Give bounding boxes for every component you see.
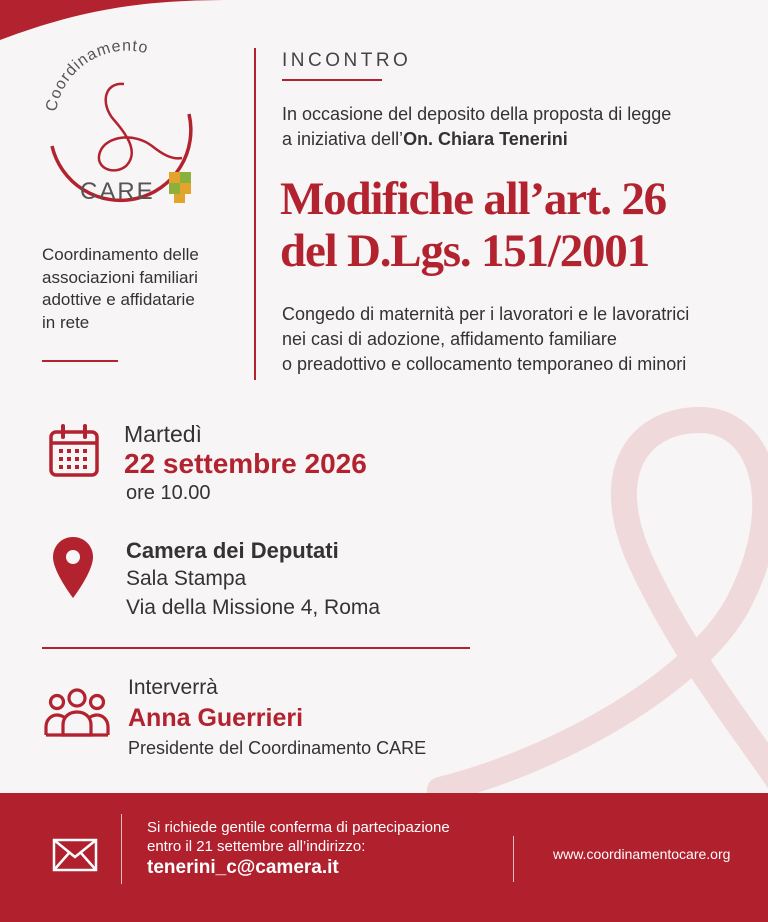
kicker: INCONTRO — [282, 50, 412, 71]
people-icon — [44, 688, 110, 738]
event-time: ore 10.00 — [126, 482, 211, 504]
title-line: del D.Lgs. 151/2001 — [280, 225, 649, 277]
intro-line: In occasione del deposito della proposta di legge — [282, 104, 672, 124]
page-title — [280, 173, 760, 277]
footer-divider — [121, 814, 122, 884]
kicker-underline — [282, 79, 382, 81]
event-date: 22 settembre 2026 — [124, 448, 367, 479]
rsvp-text — [147, 818, 507, 856]
subtitle-line: o preadottivo e collocamento temporaneo di minori — [282, 354, 687, 374]
rsvp-line: entro il 21 settembre all’indirizzo: — [147, 838, 366, 855]
logo-caption-line: adottive e affidatarie — [42, 290, 195, 309]
rsvp-line: Si richiede gentile conferma di partecipazione — [147, 819, 450, 836]
speaker-label: Interverrà — [128, 676, 218, 699]
speaker-name: Anna Guerrieri — [128, 704, 304, 732]
logo-caption-line: in rete — [42, 312, 90, 332]
logo-caption-line: Coordinamento delle — [42, 245, 199, 264]
mail-icon — [52, 838, 98, 872]
event-room: Sala Stampa — [126, 567, 247, 590]
logo-caption — [42, 244, 242, 334]
footer-divider — [513, 836, 514, 882]
intro-author: On. Chiara Tenerini — [403, 129, 568, 149]
website-link[interactable]: www.coordinamentocare.org — [553, 846, 731, 862]
svg-text:Coordinamento — [43, 38, 150, 113]
map-pin-icon — [52, 536, 94, 600]
coordinamento-care-logo — [34, 34, 209, 239]
intro-text — [282, 102, 752, 152]
subtitle — [282, 302, 762, 377]
event-day: Martedì — [124, 421, 202, 447]
rsvp-email-link[interactable]: tenerini_c@camera.it — [147, 857, 339, 878]
title-line: Modifiche all’art. 26 — [280, 173, 666, 225]
subtitle-line: Congedo di maternità per i lavoratori e le lavoratrici — [282, 304, 690, 324]
event-venue: Camera dei Deputati — [126, 538, 339, 563]
vertical-divider — [254, 48, 256, 380]
logo-word: CARE — [80, 178, 155, 205]
calendar-icon — [48, 424, 100, 478]
logo-arc-text: Coordinamento — [43, 37, 151, 114]
intro-line — [282, 127, 752, 152]
section-divider — [42, 647, 470, 649]
event-address: Via della Missione 4, Roma — [126, 596, 381, 619]
logo-divider — [42, 360, 118, 362]
logo-caption-line: associazioni familiari — [42, 267, 198, 287]
intro-prefix: a iniziativa dell’ — [282, 129, 404, 149]
speaker-role: Presidente del Coordinamento CARE — [128, 738, 427, 758]
subtitle-line: nei casi di adozione, affidamento familiare — [282, 329, 617, 349]
